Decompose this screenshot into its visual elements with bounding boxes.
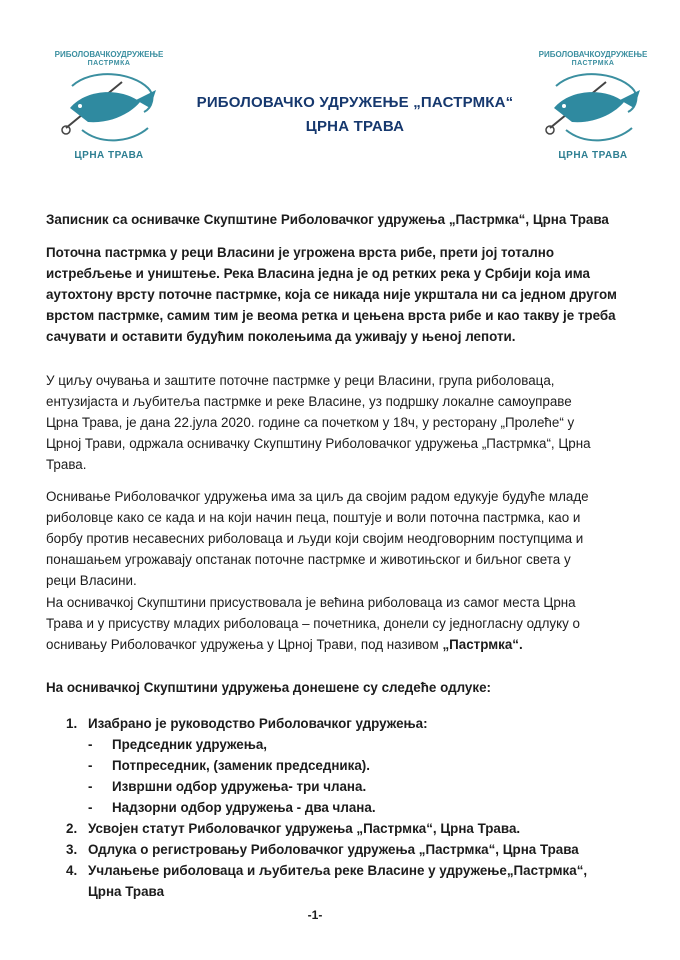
sub-list-item-text: Председник удружења, (112, 737, 268, 752)
paragraph-line: понашањем угрожавају опстанак поточне пастрмке и животињског и биљног света у (46, 552, 571, 567)
paragraph-3 (46, 486, 646, 591)
paragraph-line: Поточна пастрмка у реци Власини је угрожена врста рибе, прети јој тотално (46, 245, 555, 260)
paragraph-line: Црној Трави, одржала оснивачку Скупштину Риболовачког удружења „Пастрмка“, Црна (46, 436, 591, 451)
trout-fish-icon (52, 68, 166, 150)
dash-bullet: - (88, 758, 93, 773)
logo-top-line1: РИБОЛОВАЧКОУДРУЖЕЊЕ (538, 50, 648, 59)
list-item-text: Одлука о регистровању Риболовачког удружења „Пастрмка“, Црна Трава (88, 842, 579, 857)
logo-top-text (44, 50, 174, 68)
list-number: 2. (66, 821, 78, 836)
paragraph-line: борбу против несавесних риболоваца и људи који својим неодговорним поступцима и (46, 531, 584, 546)
logo-bottom-text: ЦРНА ТРАВА (558, 150, 628, 161)
paragraph-line: Оснивање Риболовачког удружења има за циљ да својим радом едукује будуће младе (46, 489, 589, 504)
list-item-text: Усвојен статут Риболовачког удружења „Пастрмка“, Црна Трава. (88, 821, 521, 836)
dash-bullet: - (88, 800, 93, 815)
title-line2: ЦРНА ТРАВА (305, 118, 405, 135)
paragraph-line: На оснивачкој Скупштини присуствовала је већина риболоваца из самог места Црна (46, 595, 576, 610)
paragraph-4 (46, 592, 646, 655)
logo-top-line1: РИБОЛОВАЧКОУДРУЖЕЊЕ (54, 50, 164, 59)
paragraph-line: Трава и у присуству младих риболоваца – почетника, донели су једногласну одлуку о (46, 616, 581, 631)
list-item-continuation: Црна Трава (88, 884, 165, 899)
list-item (66, 839, 646, 860)
list-number: 3. (66, 842, 78, 857)
sub-list-item (88, 776, 646, 797)
list-item-text: Изабрано је руководство Риболовачког удружења: (88, 716, 428, 731)
sub-list-item-text: Извршни одбор удружења- три члана. (112, 779, 367, 794)
list-item (66, 713, 646, 734)
paragraph-line: сачувати и оставити будућим поколењима да уживају у њеној лепоти. (46, 329, 516, 344)
paragraph-line: истребљење и уништење. Река Власина једна је од ретких река у Србији која има (46, 266, 590, 281)
logo-top-text (528, 50, 658, 68)
list-item-text: Учлањење риболоваца и љубитеља реке Власине у удружење„Пастрмка“, (88, 863, 588, 878)
association-title (175, 91, 535, 139)
trout-fish-icon (536, 68, 650, 150)
paragraph-line: ентузијаста и љубитеља пастрмке и реке Власине, уз подршку локалне самоуправе (46, 394, 572, 409)
paragraph-2 (46, 370, 646, 475)
minutes-title: Записник са оснивачке Скупштине Риболовачког удружења „Пастрмка“, Црна Трава (46, 212, 609, 227)
association-logo-right (528, 46, 658, 172)
sub-list-item (88, 797, 646, 818)
association-logo-left (44, 46, 174, 172)
paragraph-line: Црна Трава, је дана 22.јула 2020. године са почетком у 18ч, у ресторану „Пролеће“ у (46, 415, 575, 430)
paragraph-line: риболовце како се када и на који начин пеца, поштује и воли поточна пастрмка, као и (46, 510, 581, 525)
sub-list-item (88, 734, 646, 755)
decisions-list (66, 713, 646, 902)
sub-list-item-text: Надзорни одбор удружења - два члана. (112, 800, 376, 815)
list-item (66, 860, 646, 881)
paragraph-line: У циљу очувања и заштите поточне пастрмке у реци Власини, група риболоваца, (46, 373, 555, 388)
paragraph-line (46, 634, 646, 655)
sub-list-item (88, 755, 646, 776)
sub-list-item-text: Потпресeдник, (заменик председника). (112, 758, 370, 773)
paragraph-line: врстом пастрмке, самим тим је веома ретка и цењена врста рибе и као такву је треба (46, 308, 616, 323)
logo-top-line2: ПАСТРМКА (571, 60, 615, 67)
logo-top-line2: ПАСТРМКА (87, 60, 131, 67)
title-line1: РИБОЛОВАЧКО УДРУЖЕЊЕ „ПАСТРМКА“ (196, 94, 514, 111)
list-item (66, 818, 646, 839)
paragraph-line: Трава. (46, 457, 87, 472)
decisions-heading: На оснивачкој Скупштини удружења донешене су следеће одлуке: (46, 680, 491, 695)
logo-bottom-text: ЦРНА ТРАВА (74, 150, 144, 161)
association-name-bold: „Пастрмка“. (442, 637, 523, 652)
page-number: -1- (307, 908, 323, 922)
paragraph-line: реци Власини. (46, 573, 137, 588)
list-number: 1. (66, 716, 78, 731)
paragraph-line: аутохтону врсту поточне пастрмке, која се никада није укрштала ни са једном другом (46, 287, 617, 302)
paragraph-text: оснивању Риболовачког удружења у Црној Трави, под називом (46, 637, 443, 652)
dash-bullet: - (88, 737, 93, 752)
paragraph-1 (46, 242, 646, 347)
list-number: 4. (66, 863, 78, 878)
dash-bullet: - (88, 779, 93, 794)
